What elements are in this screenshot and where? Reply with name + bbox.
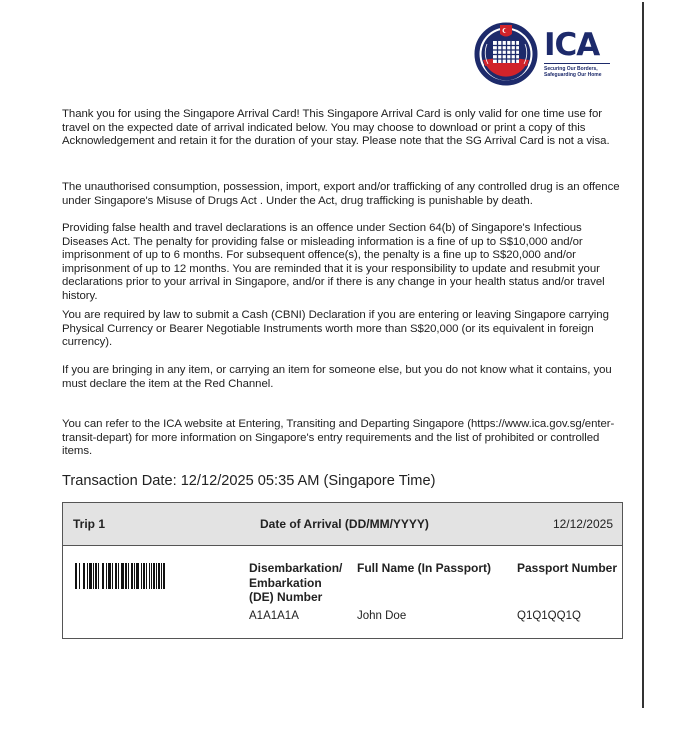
de-number-label: Disembarkation/ Embarkation (DE) Number (249, 561, 343, 605)
trip-header (63, 503, 622, 546)
logo-divider (544, 63, 610, 64)
trip-details (63, 546, 622, 638)
red-channel-notice: If you are bringing in any item, or carrying an item for someone else, but you do not know what it contains, you must declare the item at the Red Channel. (62, 364, 612, 390)
de-number-value: A1A1A1A (249, 610, 299, 622)
passport-number-value: Q1Q1QQ1Q (517, 610, 581, 622)
ica-wordmark: ICA (544, 27, 600, 63)
transaction-date: Transaction Date: 12/12/2025 05:35 AM (Singapore Time) (62, 473, 436, 489)
ica-website-reference: You can refer to the ICA website at Entering, Transiting and Departing Singapore (https://www.ica.gov.sg/enter-transit-depart) for more information on Singapore's entry requirements and the list of prohibited or controlled items. (62, 418, 615, 458)
cash-declaration-notice: You are required by law to submit a Cash (CBNI) Declaration if you are entering or leaving Singapore carrying Physical Currency or Bearer Negotiable Instruments worth more than S$20,000 (or its equivalent in foreign currency). (62, 309, 609, 349)
logo-tagline-line-2: Safeguarding Our Home (544, 72, 602, 78)
logo-tagline-line-1: Securing Our Borders, (544, 66, 598, 72)
full-name-label: Full Name (In Passport) (357, 561, 492, 575)
ica-crest-emblem-icon (474, 22, 538, 86)
barcode-icon (75, 563, 191, 589)
validity-notice: Thank you for using the Singapore Arrival Card! This Singapore Arrival Card is only valid for one time use for travel on the expected date of arrival indicated below. You may choose to download or print a copy of this Acknowledgement and retain it for the duration of your stay. Please note that the SG Arrival Card is not a visa. (62, 108, 610, 148)
arrival-date-label: Date of Arrival (DD/MM/YYYY) (260, 517, 429, 531)
arrival-date-value: 12/12/2025 (552, 517, 613, 531)
trip-title: Trip 1 (73, 517, 106, 531)
page-edge-divider (642, 2, 644, 708)
ica-logo (474, 21, 624, 87)
ica-wordmark-block (544, 27, 610, 78)
trip-card (62, 502, 623, 639)
passport-number-label: Passport Number (517, 561, 618, 575)
full-name-value: John Doe (357, 610, 407, 622)
drug-offence-notice: The unauthorised consumption, possession, import, export and/or trafficking of any controlled drug is an offence under Singapore's Misuse of Drugs Act . Under the Act, drug trafficking is punishable by death. (62, 181, 620, 207)
false-declaration-notice: Providing false health and travel declarations is an offence under Section 64(b) of Singapore's Infectious Diseases Act. The penalty for providing false or misleading information is a fine of up to S$10,000 and/or imprisonment of up to 6 months. For subsequent offence(s), the penalty is a fine up to S$20,000 and/or imprisonment of up to 12 months. You are reminded that it is your responsibility to update and resubmit your declarations prior to your arrival in Singapore, and/or if there is any change in your health status and/or travel history. (62, 222, 605, 302)
